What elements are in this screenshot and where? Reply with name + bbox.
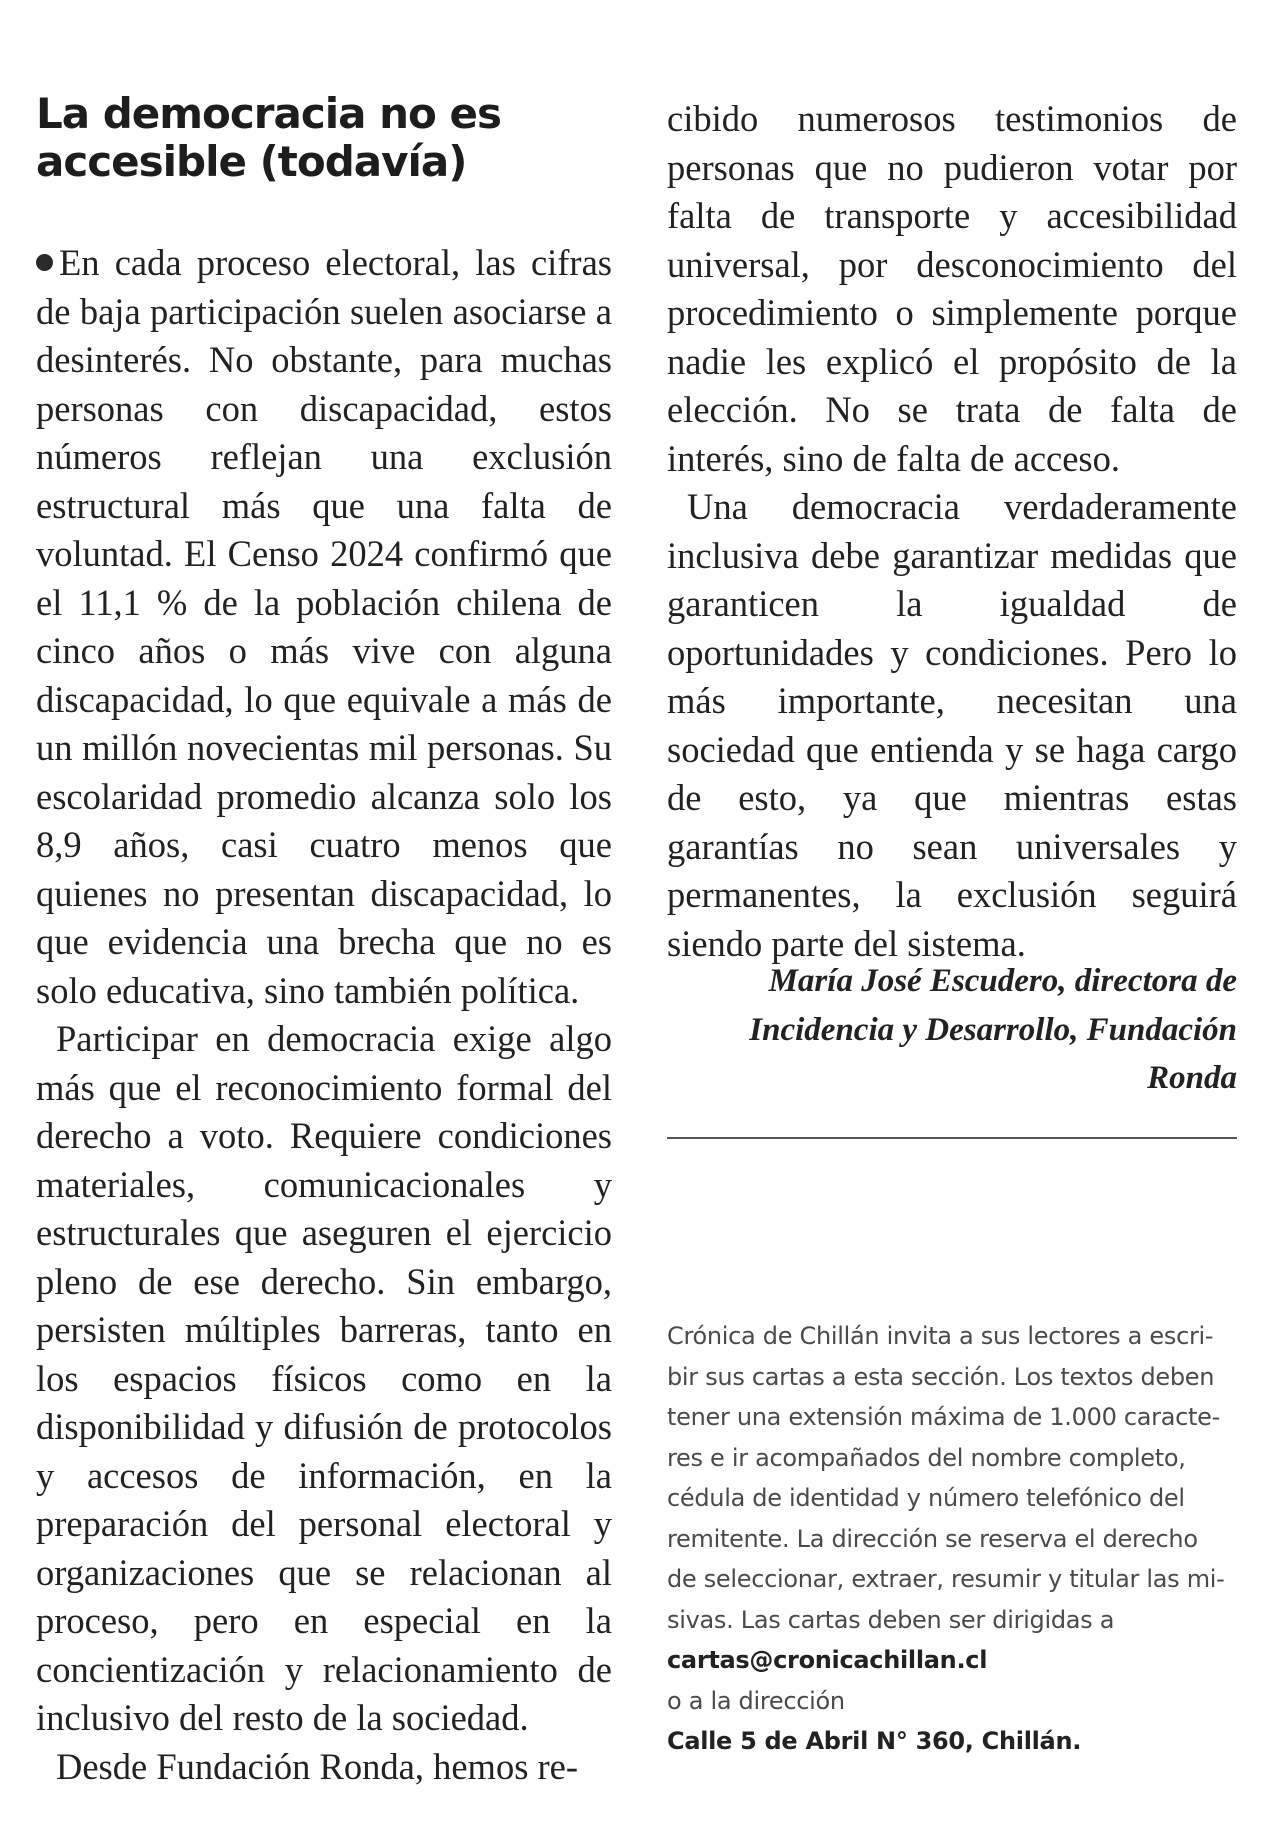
info-line: cédula de identidad y número telefónico del [667,1484,1185,1512]
article-title: La democracia no es accesible (todavía) [36,89,501,186]
info-line: res e ir acompañados del nombre completo, [667,1443,1186,1472]
paragraph-text: En cada proceso electoral, las cifras de baja participación suelen asociarse a desinterés. No obstante, para muchas personas con discapacidad, estos números reflejan una exclusión estructural más que una falta de voluntad. El Censo 2024 confirmó que el 11,1 % de la población chilena de cinco años o más vive con alguna discapacidad, lo que equivale a más de un millón novecientas mil personas. Su escolaridad promedio alcanza solo los 8,9 años, casi cuatro menos que quienes no presentan discapacidad, lo que evidencia una brecha que no es solo educativa, sino también política. [36,242,612,1011]
article-paragraph: Participar en democracia exige algo más que el reconocimiento formal del derecho a voto. Requiere condiciones materiales, comunicacionales y estructurales que aseguren el ejercicio pleno de ese derecho. Sin embargo, persisten múltiples barreras, tanto en los espacios físicos como en la disponibilidad y difusión de protocolos y accesos de información, en la preparación del personal electoral y organizaciones que se relacionan al proceso, pero en especial en la concientización y relacionamiento de inclusivo del resto de la sociedad. [36,1018,612,1738]
divider [667,1137,1237,1139]
article-body-right-column [667,95,1237,968]
postal-address: Calle 5 de Abril N° 360, Chillán. [667,1727,1082,1755]
address-intro: o a la dirección [667,1686,845,1715]
info-line: bir sus cartas a esta sección. Los textos deben [667,1362,1215,1391]
info-line: de seleccionar, extraer, resumir y titular las mi- [667,1565,1225,1593]
info-line: Crónica de Chillán invita a sus lectores a escri- [667,1322,1214,1350]
info-line: sivas. Las cartas deben ser dirigidas a [667,1605,1115,1634]
article-signature: María José Escudero, directora de Incidencia y Desarrollo, Fundación Ronda [749,963,1237,1096]
info-line: remitente. La dirección se reserva el derecho [667,1524,1198,1553]
info-line: tener una extensión máxima de 1.000 caracte- [667,1403,1220,1431]
article-paragraph [36,239,612,1015]
article-paragraph: cibido numerosos testimonios de personas que no pudieron votar por falta de transporte y accesibilidad universal, por desconocimiento del procedimiento o simplemente porque nadie les explicó el propósito de la elección. No se trata de falta de interés, sino de falta de acceso. [667,98,1237,479]
article-paragraph: Una democracia verdaderamente inclusiva debe garantizar medidas que garanticen la igualdad de oportunidades y condiciones. Pero lo más importante, necesitan una sociedad que entienda y se haga cargo de esto, ya que mientras estas garantías no sean universales y permanentes, la exclusión seguirá siendo parte del sistema. [667,486,1237,964]
email-link[interactable]: cartas@cronicachillan.cl [667,1646,988,1674]
article-body-left-column [36,239,612,1791]
bullet-icon [36,254,53,271]
reader-info-box [667,1316,1237,1762]
article-paragraph: Desde Fundación Ronda, hemos re- [56,1745,579,1787]
